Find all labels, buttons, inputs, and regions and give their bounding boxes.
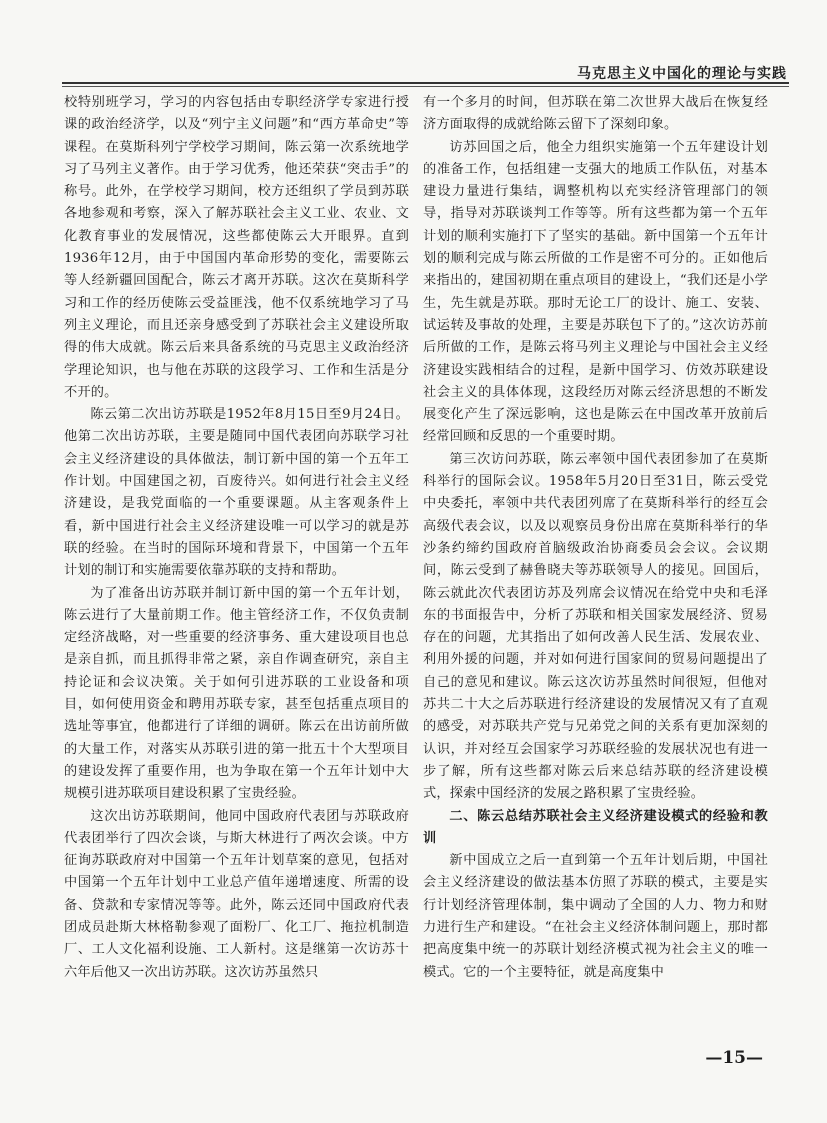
paragraph: 第三次访问苏联，陈云率领中国代表团参加了在莫斯科举行的国际会议。1958年5月20日至31日，陈云受党中央委托，率领中共代表团列席了在莫斯科举行的经互会高级代表会议，以及以观察员身份出席在莫斯科举行的华沙条约缔约国政府首脑级政治协商委员会会议。会议期间，陈云受到了赫鲁晓夫等苏联领导人的接见。回国后，陈云就此次代表团访苏及列席会议情况在给党中央和毛泽东的书面报告中，分析了苏联和相关国家发展经济、贸易存在的问题，尤其指出了如何改善人民生活、发展农业、利用外援的问题，并对如何进行国家间的贸易问题提出了自己的意见和建议。陈云这次访苏虽然时间很短，但他对苏共二十大之后苏联进行经济建设的发展情况又有了直观的感受，对苏联共产党与兄弟党之间的关系有更加深刻的认识，并对经互会国家学习苏联经验的发展状况也有进一步了解，所有这些都对陈云后来总结苏联的经济建设模式，探索中国经济的发展之路积累了宝贵经验。 — [423, 451, 768, 802]
left-column — [64, 92, 409, 984]
header-rule-thick — [62, 82, 789, 84]
paragraph: 为了准备出访苏联并制订新中国的第一个五年计划，陈云进行了大量前期工作。他主管经济工作，不仅负责制定经济战略，对一些重要的经济事务、重大建设项目也总是亲自抓，而且抓得非常之紧，亲自作调查研究，亲自主持论证和会议决策。关于如何引进苏联的工业设备和项目，如何使用资金和聘用苏联专家，甚至包括重点项目的选址等事宜，他都进行了详细的调研。陈云在出访前所做的大量工作，对落实从苏联引进的第一批五十个大型项目的建设发挥了重要作用，也为争取在第一个五年计划中大规模引进苏联项目建设积累了宝贵经验。 — [64, 585, 409, 802]
paragraph: 陈云第二次出访苏联是1952年8月15日至9月24日。他第二次出访苏联，主要是随同中国代表团向苏联学习社会主义经济建设的具体做法，制订新中国的第一个五年工作计划。中国建国之初，百废待兴。如何进行社会主义经济建设，是我党面临的一个重要课题。从主客观条件上看，新中国进行社会主义经济建设唯一可以学习的就是苏联的经验。在当时的国际环境和背景下，中国第一个五年计划的制订和实施需要依靠苏联的支持和帮助。 — [64, 407, 409, 579]
paragraph: 校特别班学习，学习的内容包括由专职经济学专家进行授课的政治经济学，以及“列宁主义问题”和“西方革命史”等课程。在莫斯科列宁学校学习期间，陈云第一次系统地学习了马列主义著作。由于学习优秀，他还荣获“突击手”的称号。此外，在学校学习期间，校方还组织了学员到苏联各地参观和考察，深入了解苏联社会主义工业、农业、文化教育事业的发展情况，这些都使陈云大开眼界。直到1936年12月，由于中国国内革命形势的变化，需要陈云等人经新疆回国配合，陈云才离开苏联。这次在莫斯科学习和工作的经历使陈云受益匪浅，他不仅系统地学习了马列主义理论，而且还亲身感受到了苏联社会主义建设所取得的伟大成就。陈云后来具备系统的马克思主义政治经济学理论知识，也与他在苏联的这段学习、工作和生活是分不开的。 — [64, 95, 409, 400]
paragraph: 有一个多月的时间，但苏联在第二次世界大战后在恢复经济方面取得的成就给陈云留下了深刻印象。 — [423, 95, 768, 133]
paragraph: 新中国成立之后一直到第一个五年计划后期，中国社会主义经济建设的做法基本仿照了苏联的模式，主要是实行计划经济管理体制，集中调动了全国的人力、物力和财力进行生产和建设。“在社会主义经济体制问题上，那时都把高度集中统一的苏联计划经济模式视为社会主义的唯一模式。它的一个主要特征，就是高度集中 — [423, 853, 768, 980]
journal-section-title: 马克思主义中国化的理论与实践 — [577, 66, 787, 82]
section-heading: 二、陈云总结苏联社会主义经济建设模式的经验和教训 — [423, 808, 768, 846]
page-number: —15— — [705, 1048, 763, 1068]
header-rule-thin — [62, 86, 789, 87]
paragraph: 这次出访苏联期间，他同中国政府代表团与苏联政府代表团举行了四次会谈，与斯大林进行了两次会谈。中方征询苏联政府对中国第一个五年计划草案的意见，包括对中国第一个五年计划中工业总产值年递增速度、所需的设备、贷款和专家情况等等。此外，陈云还同中国政府代表团成员赴斯大林格勒参观了面粉厂、化工厂、拖拉机制造厂、工人文化福利设施、工人新村。这是继第一次访苏十六年后他又一次出访苏联。这次访苏虽然只 — [64, 808, 409, 980]
right-column — [423, 92, 768, 984]
paragraph: 访苏回国之后，他全力组织实施第一个五年建设计划的准备工作，包括组建一支强大的地质工作队伍，对基本建设力量进行集结，调整机构以充实经济管理部门的领导，指导对苏联谈判工作等等。所有这些都为第一个五年计划的顺利实施打下了坚实的基础。新中国第一个五年计划的顺利完成与陈云所做的工作是密不可分的。正如他后来指出的，建国初期在重点项目的建设上，“我们还是小学生，先生就是苏联。那时无论工厂的设计、施工、安装、试运转及事故的处理，主要是苏联包下了的。”这次访苏前后所做的工作，是陈云将马列主义理论与中国社会主义经济建设实践相结合的过程，是新中国学习、仿效苏联建设社会主义的具体体现，这段经历对陈云经济思想的不断发展变化产生了深远影响，这也是陈云在中国改革开放前后经常回顾和反思的一个重要时期。 — [423, 139, 768, 445]
